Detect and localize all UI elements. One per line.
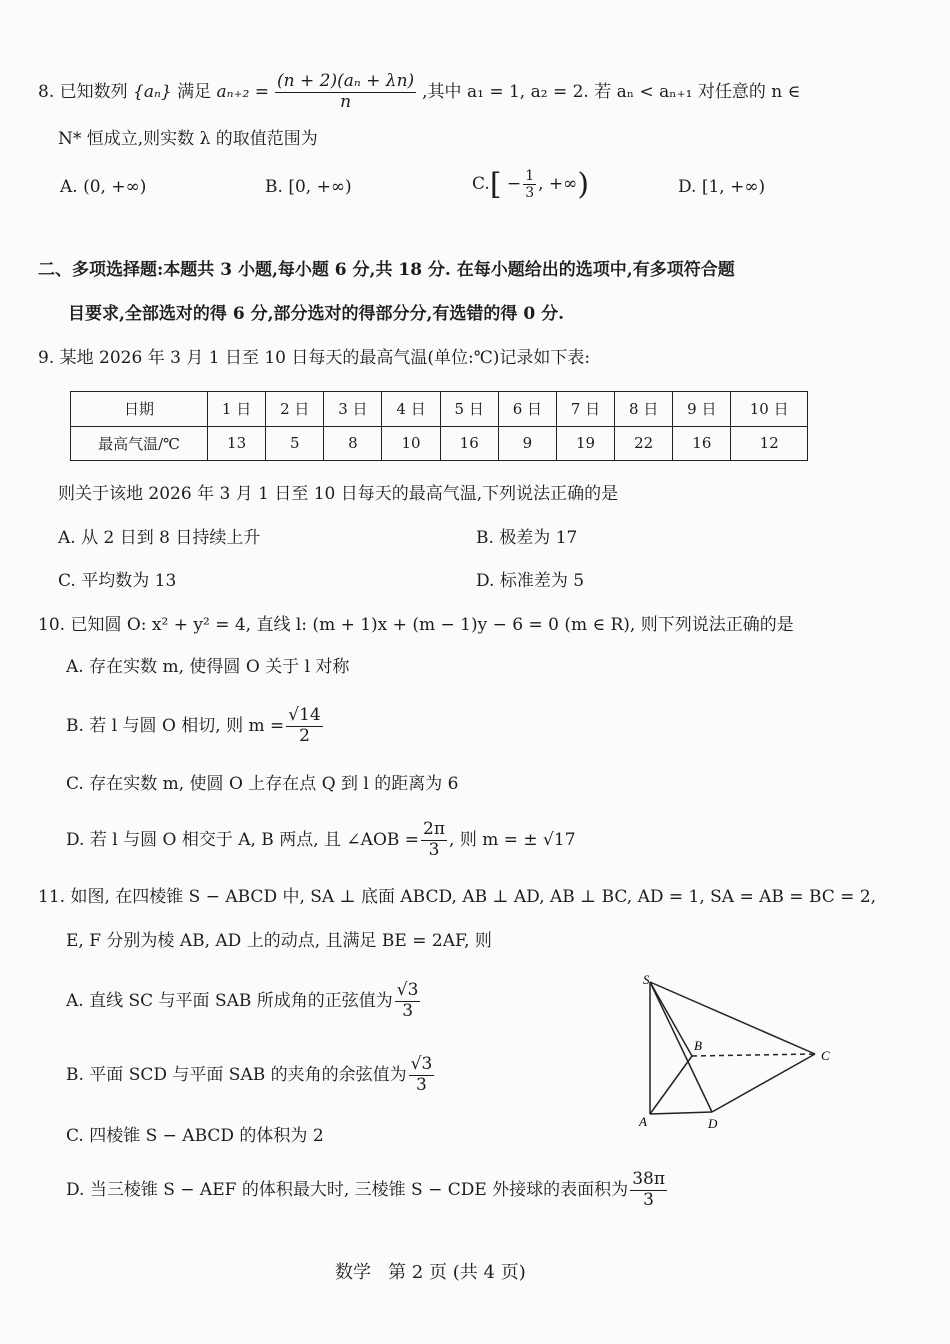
q8-option-d: D. [1, +∞) [678,177,766,197]
label-C: C [821,1048,830,1063]
table-cell: 3 日 [324,392,382,427]
table-cell: 7 日 [556,392,614,427]
q11-option-b-fraction: $\frac{√3}{3}$ [410,1054,433,1095]
q8-recur-lhs: aₙ₊₂ = [216,81,269,102]
table-cell: 12 [731,426,808,461]
page-footer: 数学 第 2 页 (共 4 页) [335,1262,526,1283]
table-cell: 4 日 [382,392,440,427]
q11-option-b: B. 平面 SCD 与平面 SAB 的夹角的余弦值为 $\frac{√3}{3}$ [66,1054,433,1095]
q8-stem-c: ,其中 a₁ = 1, a₂ = 2. 若 aₙ < aₙ₊₁ 对任意的 n ∈ [422,81,801,102]
q11-option-d-fraction: $\frac{38\pi}{3}$ [632,1169,665,1210]
q8-option-c-lbracket: [ [489,166,502,202]
edge-AD [650,1112,712,1114]
q9-temperature-table [70,391,808,461]
label-B: B [694,1038,702,1053]
table-cell: 9 [498,426,556,461]
q8-option-c-rparen: ) [577,166,590,202]
q8-recur-den: n [340,91,352,112]
q8-line1 [38,72,800,112]
table-cell: 2 日 [266,392,324,427]
table-cell: 5 日 [440,392,498,427]
q10-option-a: A. 存在实数 m, 使得圆 O 关于 l 对称 [66,657,350,677]
q11-pyramid-figure [630,970,840,1135]
section2-heading-line1: 二、多项选择题:本题共 3 小题,每小题 6 分,共 18 分. 在每小题给出的选项中,有多项符合题 [38,260,735,280]
q9-stem: 9. 某地 2026 年 3 月 1 日至 10 日每天的最高气温(单位:℃)记录如下表: [38,348,591,368]
edge-BC [692,1054,815,1056]
edge-DC [712,1054,815,1112]
table-cell: 6 日 [498,392,556,427]
q10-option-b-fraction: $\frac{√14}{2}$ [288,705,321,746]
q11-stem-line2: E, F 分别为棱 AB, AD 上的动点, 且满足 BE = 2AF, 则 [66,931,492,951]
table-cell: 5 [266,426,324,461]
table-cell: 8 [324,426,382,461]
table-cell: 日期 [71,392,208,427]
q9-option-a: A. 从 2 日到 8 日持续上升 [58,528,261,548]
edge-SD [650,982,712,1112]
q11-option-c: C. 四棱锥 S − ABCD 的体积为 2 [66,1126,324,1146]
table-cell: 13 [208,426,266,461]
q11-stem-line1: 11. 如图, 在四棱锥 S − ABCD 中, SA ⊥ 底面 ABCD, AB ⊥ AD, AB ⊥ BC, AD = 1, SA = AB = BC = 2, [38,887,877,907]
q8-option-c: C. [ − $\frac{1}{3}$ , +∞ ) [472,166,590,202]
table-row [71,392,808,427]
label-S: S [643,972,650,987]
q8-seq-name: {aₙ} [133,81,172,102]
edge-SB [650,982,692,1056]
table-cell: 1 日 [208,392,266,427]
q8-option-a: A. (0, +∞) [60,177,147,197]
q8-recur-fraction [275,72,416,112]
q8-recur-num: (n + 2)(aₙ + λn) [277,70,415,91]
q9-question: 则关于该地 2026 年 3 月 1 日至 10 日每天的最高气温,下列说法正确的是 [58,484,619,504]
q10-option-d: D. 若 l 与圆 O 相交于 A, B 两点, 且 ∠AOB = $\frac{2\pi}{3}$ , 则 m = ± √17 [66,819,576,860]
q10-option-b: B. 若 l 与圆 O 相切, 则 m = $\frac{√14}{2}$ [66,705,321,746]
q9-option-b: B. 极差为 17 [476,528,578,548]
table-cell: 19 [556,426,614,461]
q11-option-a-fraction: $\frac{√3}{3}$ [396,980,419,1021]
q8-stem-a: 已知数列 [59,81,128,102]
label-D: D [708,1116,718,1131]
q10-option-d-fraction: $\frac{2\pi}{3}$ [423,819,446,860]
table-cell: 22 [615,426,673,461]
q8-line2: N* 恒成立,则实数 λ 的取值范围为 [58,129,318,149]
table-cell: 9 日 [673,392,731,427]
table-row [71,426,808,461]
q8-stem-b: 满足 [177,81,212,102]
table-cell: 10 日 [731,392,808,427]
label-A: A [639,1114,647,1129]
section2-heading-line2: 目要求,全部选对的得 6 分,部分选对的得部分分,有选错的得 0 分. [68,304,565,324]
q8-number: 8. [38,81,55,102]
table-cell: 8 日 [615,392,673,427]
q9-option-d: D. 标准差为 5 [476,571,585,591]
table-cell: 16 [673,426,731,461]
q10-stem: 10. 已知圆 O: x² + y² = 4, 直线 l: (m + 1)x + (m − 1)y − 6 = 0 (m ∈ R), 则下列说法正确的是 [38,615,794,635]
edge-AB [650,1056,692,1114]
q11-option-a: A. 直线 SC 与平面 SAB 所成角的正弦值为 $\frac{√3}{3}$ [66,980,419,1021]
q8-option-b: B. [0, +∞) [265,177,352,197]
edge-SC [650,982,815,1054]
q8-option-c-fraction: $\frac{1}{3}$ [525,168,535,202]
table-cell: 16 [440,426,498,461]
q10-option-c: C. 存在实数 m, 使圆 O 上存在点 Q 到 l 的距离为 6 [66,774,459,794]
q11-option-d: D. 当三棱锥 S − AEF 的体积最大时, 三棱锥 S − CDE 外接球的表面积为 $\frac{38\pi}{3}$ [66,1169,665,1210]
table-cell: 10 [382,426,440,461]
table-cell: 最高气温/℃ [71,426,208,461]
q9-option-c: C. 平均数为 13 [58,571,177,591]
